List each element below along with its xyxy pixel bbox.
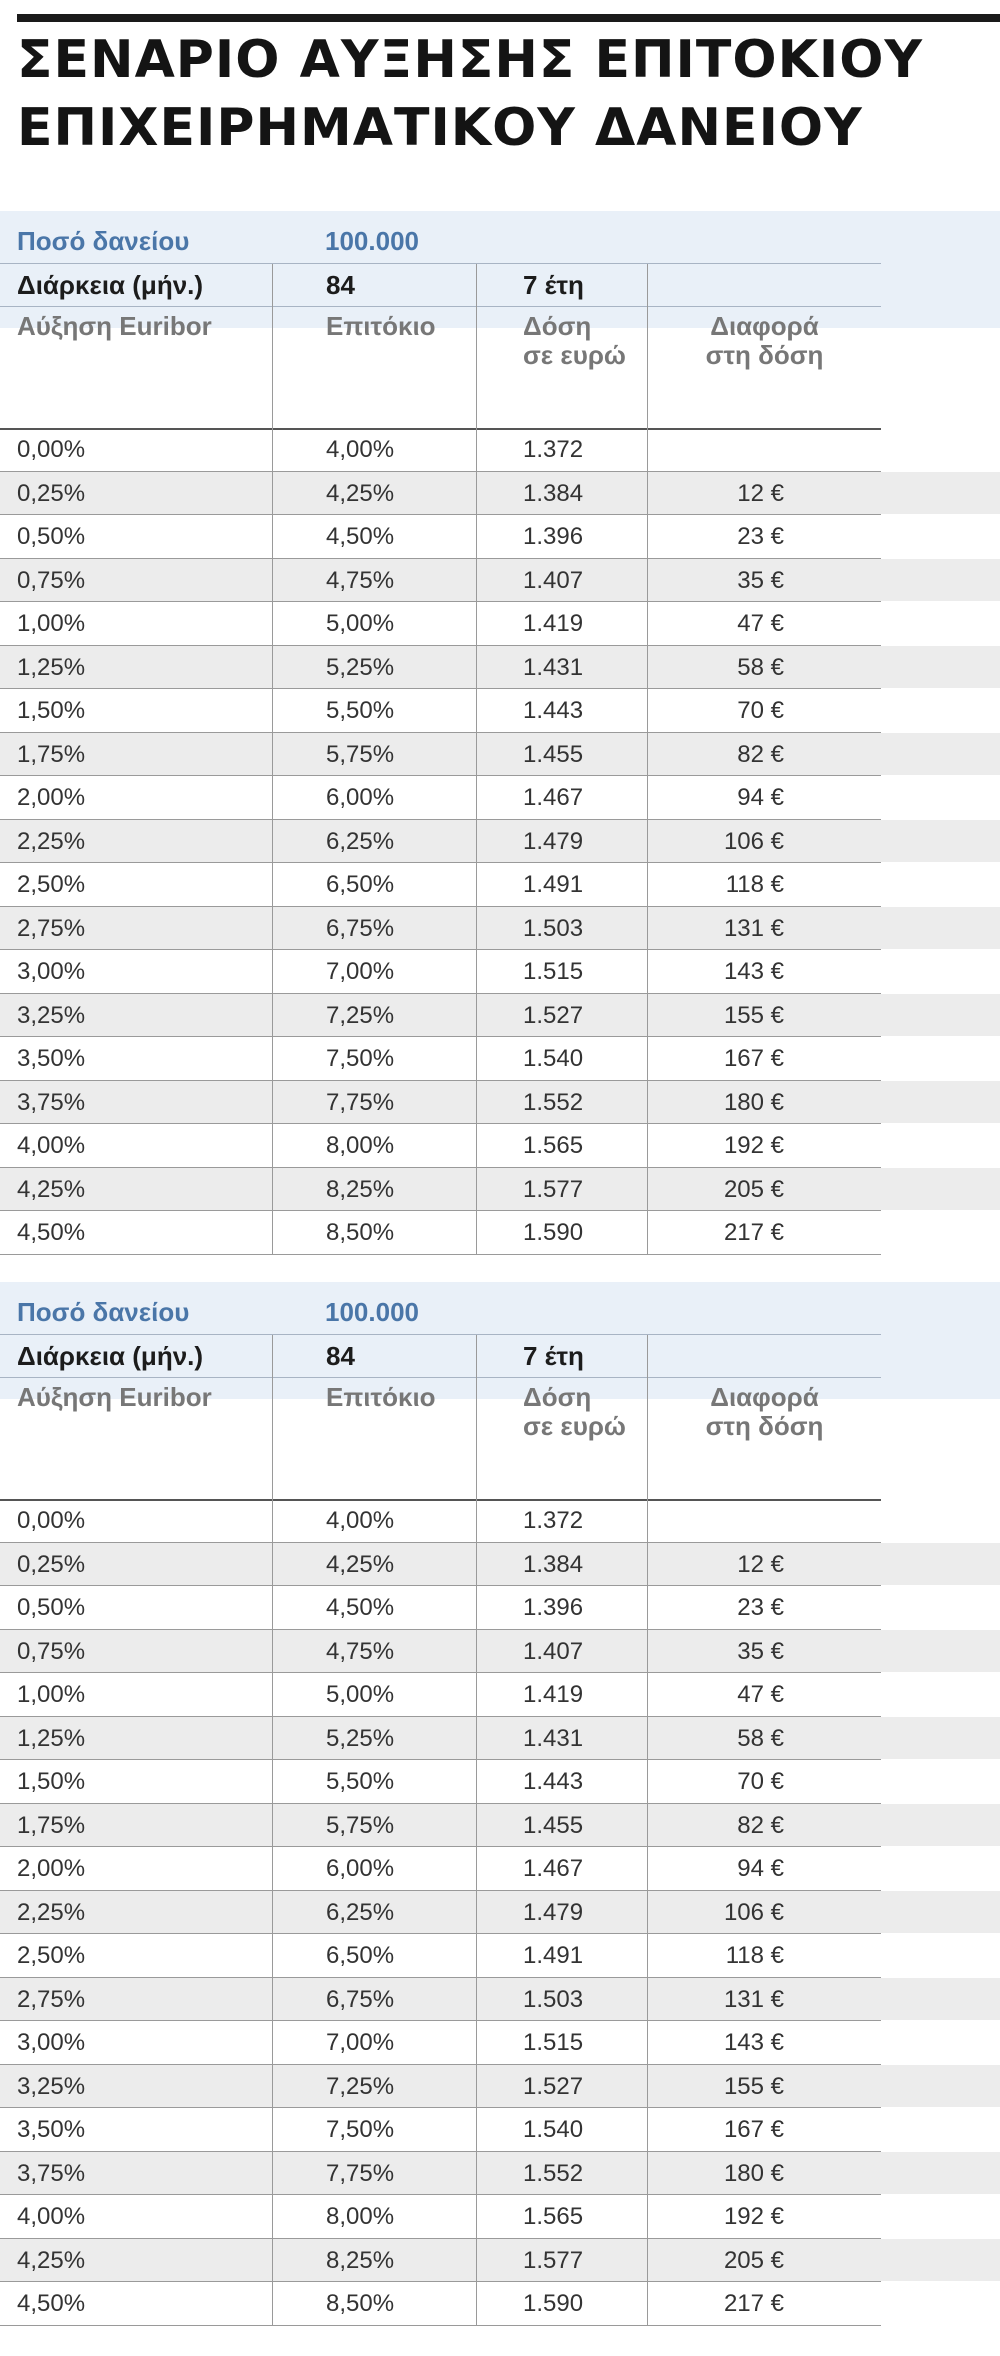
cell-installment: 1.540 xyxy=(476,2108,647,2151)
cell-rate: 6,75% xyxy=(272,907,476,950)
table-row xyxy=(0,1499,881,1543)
header-difference-line1: Διαφορά xyxy=(710,1382,819,1412)
cell-installment: 1.419 xyxy=(476,602,647,645)
cell-installment: 1.577 xyxy=(476,1168,647,1211)
duration-months: 84 xyxy=(272,1335,476,1377)
cell-rate: 4,50% xyxy=(272,515,476,558)
cell-rate: 7,25% xyxy=(272,994,476,1037)
loan-amount-row xyxy=(0,1282,1000,1334)
cell-installment: 1.372 xyxy=(476,1499,647,1542)
cell-euribor: 1,00% xyxy=(17,610,86,637)
duration-years: 7 έτη xyxy=(476,1335,647,1377)
table-row xyxy=(0,950,881,994)
cell-rate: 5,25% xyxy=(272,1717,476,1760)
cell-installment: 1.515 xyxy=(476,950,647,993)
cell-difference: 118 € xyxy=(647,1934,881,1977)
cell-rate: 5,75% xyxy=(272,1804,476,1847)
cell-difference: 167 € xyxy=(647,1037,881,1080)
table-row xyxy=(0,428,881,472)
cell-difference: 180 € xyxy=(647,2152,881,2195)
table-row xyxy=(0,1847,881,1891)
cell-euribor: 3,75% xyxy=(17,1088,86,1116)
cell-difference: 143 € xyxy=(647,950,881,993)
cell-rate: 6,25% xyxy=(272,820,476,863)
cell-rate: 7,75% xyxy=(272,2152,476,2195)
cell-difference: 12 € xyxy=(647,472,881,515)
cell-rate: 7,00% xyxy=(272,2021,476,2064)
cell-installment: 1.431 xyxy=(476,646,647,689)
cell-installment: 1.552 xyxy=(476,2152,647,2195)
cell-installment: 1.590 xyxy=(476,2282,647,2325)
cell-euribor: 3,75% xyxy=(17,2159,86,2187)
duration-empty-cell xyxy=(647,264,881,306)
cell-difference: 82 € xyxy=(647,733,881,776)
cell-rate: 4,75% xyxy=(272,1630,476,1673)
cell-installment: 1.407 xyxy=(476,1630,647,1673)
cell-installment: 1.384 xyxy=(476,1543,647,1586)
table-row xyxy=(0,1211,881,1255)
cell-difference: 205 € xyxy=(647,2239,881,2282)
cell-difference: 180 € xyxy=(647,1081,881,1124)
duration-label: Διάρκεια (μήν.) xyxy=(17,1341,204,1371)
loan-duration-row xyxy=(0,263,881,307)
cell-difference: 205 € xyxy=(647,1168,881,1211)
cell-rate: 8,50% xyxy=(272,1211,476,1254)
cell-rate: 6,00% xyxy=(272,776,476,819)
cell-installment: 1.577 xyxy=(476,2239,647,2282)
loan-amount-label: Ποσό δανείου xyxy=(17,226,190,256)
cell-installment: 1.443 xyxy=(476,689,647,732)
cell-rate: 4,25% xyxy=(272,1543,476,1586)
cell-installment: 1.565 xyxy=(476,2195,647,2238)
cell-installment: 1.503 xyxy=(476,907,647,950)
duration-empty-cell xyxy=(647,1335,881,1377)
header-installment-line2: σε ευρώ xyxy=(523,1411,626,1441)
table-row xyxy=(0,2065,881,2109)
loan-duration-row xyxy=(0,1334,881,1378)
table-row xyxy=(0,2282,881,2326)
cell-rate: 7,50% xyxy=(272,1037,476,1080)
cell-installment: 1.491 xyxy=(476,863,647,906)
header-installment-line1: Δόση xyxy=(523,311,592,341)
cell-installment: 1.455 xyxy=(476,733,647,776)
table-row xyxy=(0,689,881,733)
table-row xyxy=(0,1081,881,1125)
table-row xyxy=(0,1978,881,2022)
cell-euribor: 0,50% xyxy=(17,523,86,550)
table-row xyxy=(0,820,881,864)
table-row xyxy=(0,1168,881,1212)
cell-difference: 35 € xyxy=(647,559,881,602)
table-row xyxy=(0,2239,881,2283)
cell-difference: 167 € xyxy=(647,2108,881,2151)
table-row xyxy=(0,2108,881,2152)
cell-euribor: 0,75% xyxy=(17,566,86,594)
loan-amount-label: Ποσό δανείου xyxy=(17,1297,190,1327)
cell-rate: 7,25% xyxy=(272,2065,476,2108)
cell-euribor: 3,25% xyxy=(17,1001,86,1029)
table-row xyxy=(0,646,881,690)
cell-rate: 4,50% xyxy=(272,1586,476,1629)
cell-euribor: 4,00% xyxy=(17,2203,86,2230)
header-difference-line2: στη δόση xyxy=(705,340,824,370)
column-headers xyxy=(0,305,881,430)
cell-difference: 192 € xyxy=(647,2195,881,2238)
header-installment xyxy=(476,305,647,428)
cell-difference: 131 € xyxy=(647,1978,881,2021)
cell-difference xyxy=(647,1499,881,1542)
table-row xyxy=(0,1630,881,1674)
header-difference-line1: Διαφορά xyxy=(710,311,819,341)
cell-euribor: 2,00% xyxy=(17,1855,86,1882)
cell-rate: 6,00% xyxy=(272,1847,476,1890)
header-euribor: Αύξηση Euribor xyxy=(17,311,212,341)
cell-difference: 131 € xyxy=(647,907,881,950)
cell-rate: 7,75% xyxy=(272,1081,476,1124)
cell-difference: 143 € xyxy=(647,2021,881,2064)
cell-euribor: 2,25% xyxy=(17,827,86,855)
cell-euribor: 0,00% xyxy=(17,1507,86,1534)
cell-installment: 1.590 xyxy=(476,1211,647,1254)
cell-euribor: 1,50% xyxy=(17,697,86,724)
cell-euribor: 4,50% xyxy=(17,2290,86,2317)
cell-euribor: 3,50% xyxy=(17,1045,86,1072)
table-row xyxy=(0,2195,881,2239)
cell-difference xyxy=(647,428,881,471)
table-row xyxy=(0,733,881,777)
duration-years: 7 έτη xyxy=(476,264,647,306)
cell-euribor: 3,50% xyxy=(17,2116,86,2143)
cell-difference: 106 € xyxy=(647,1891,881,1934)
cell-rate: 8,50% xyxy=(272,2282,476,2325)
cell-difference: 47 € xyxy=(647,602,881,645)
cell-installment: 1.431 xyxy=(476,1717,647,1760)
table-row xyxy=(0,1543,881,1587)
cell-rate: 7,00% xyxy=(272,950,476,993)
loan-amount-value: 100.000 xyxy=(325,1297,419,1327)
table-row xyxy=(0,1804,881,1848)
table-row xyxy=(0,1717,881,1761)
cell-installment: 1.372 xyxy=(476,428,647,471)
header-difference xyxy=(647,1376,881,1499)
cell-euribor: 1,25% xyxy=(17,653,86,681)
cell-difference: 23 € xyxy=(647,1586,881,1629)
duration-months: 84 xyxy=(272,264,476,306)
cell-euribor: 0,25% xyxy=(17,1550,86,1578)
cell-rate: 8,00% xyxy=(272,1124,476,1167)
cell-rate: 4,75% xyxy=(272,559,476,602)
cell-difference: 106 € xyxy=(647,820,881,863)
cell-installment: 1.407 xyxy=(476,559,647,602)
cell-difference: 35 € xyxy=(647,1630,881,1673)
cell-euribor: 2,25% xyxy=(17,1898,86,1926)
cell-difference: 47 € xyxy=(647,1673,881,1716)
cell-installment: 1.527 xyxy=(476,994,647,1037)
cell-euribor: 3,00% xyxy=(17,958,86,985)
header-difference-line2: στη δόση xyxy=(705,1411,824,1441)
cell-installment: 1.384 xyxy=(476,472,647,515)
cell-euribor: 0,25% xyxy=(17,479,86,507)
cell-installment: 1.515 xyxy=(476,2021,647,2064)
cell-euribor: 2,75% xyxy=(17,1985,86,2013)
cell-rate: 6,50% xyxy=(272,1934,476,1977)
cell-rate: 7,50% xyxy=(272,2108,476,2151)
cell-installment: 1.491 xyxy=(476,1934,647,1977)
cell-difference: 82 € xyxy=(647,1804,881,1847)
table-row xyxy=(0,2152,881,2196)
cell-installment: 1.479 xyxy=(476,1891,647,1934)
cell-euribor: 4,00% xyxy=(17,1132,86,1159)
cell-rate: 4,00% xyxy=(272,1499,476,1542)
cell-euribor: 1,75% xyxy=(17,1811,86,1839)
cell-euribor: 2,50% xyxy=(17,871,86,898)
cell-rate: 5,50% xyxy=(272,1760,476,1803)
cell-difference: 58 € xyxy=(647,646,881,689)
cell-rate: 8,25% xyxy=(272,2239,476,2282)
cell-euribor: 2,00% xyxy=(17,784,86,811)
cell-rate: 5,75% xyxy=(272,733,476,776)
table-body xyxy=(0,1499,881,2326)
cell-difference: 58 € xyxy=(647,1717,881,1760)
cell-difference: 94 € xyxy=(647,776,881,819)
cell-difference: 192 € xyxy=(647,1124,881,1167)
table-row xyxy=(0,602,881,646)
cell-installment: 1.419 xyxy=(476,1673,647,1716)
cell-rate: 6,25% xyxy=(272,1891,476,1934)
cell-euribor: 3,25% xyxy=(17,2072,86,2100)
table-row xyxy=(0,1891,881,1935)
table-row xyxy=(0,907,881,951)
table-row xyxy=(0,1760,881,1804)
cell-euribor: 1,75% xyxy=(17,740,86,768)
cell-rate: 5,00% xyxy=(272,602,476,645)
cell-rate: 8,00% xyxy=(272,2195,476,2238)
cell-euribor: 0,50% xyxy=(17,1594,86,1621)
cell-euribor: 2,50% xyxy=(17,1942,86,1969)
header-difference xyxy=(647,305,881,428)
header-installment-line2: σε ευρώ xyxy=(523,340,626,370)
header-rate: Επιτόκιο xyxy=(272,1376,476,1499)
table-body xyxy=(0,428,881,1255)
cell-difference: 70 € xyxy=(647,689,881,732)
cell-euribor: 1,25% xyxy=(17,1724,86,1752)
cell-difference: 155 € xyxy=(647,2065,881,2108)
table-row xyxy=(0,994,881,1038)
cell-rate: 8,25% xyxy=(272,1168,476,1211)
cell-euribor: 1,50% xyxy=(17,1768,86,1795)
table-row xyxy=(0,1037,881,1081)
cell-rate: 4,25% xyxy=(272,472,476,515)
cell-installment: 1.467 xyxy=(476,776,647,819)
cell-installment: 1.552 xyxy=(476,1081,647,1124)
cell-installment: 1.455 xyxy=(476,1804,647,1847)
cell-installment: 1.396 xyxy=(476,1586,647,1629)
table-row xyxy=(0,1673,881,1717)
cell-difference: 94 € xyxy=(647,1847,881,1890)
cell-installment: 1.527 xyxy=(476,2065,647,2108)
cell-difference: 23 € xyxy=(647,515,881,558)
cell-difference: 217 € xyxy=(647,1211,881,1254)
title-line-1: ΣΕΝΑΡΙΟ ΑΥΞΗΣΗΣ ΕΠΙΤΟΚΙΟΥ xyxy=(17,30,924,90)
cell-rate: 5,00% xyxy=(272,1673,476,1716)
loan-amount-row xyxy=(0,211,1000,263)
cell-installment: 1.396 xyxy=(476,515,647,558)
cell-rate: 6,75% xyxy=(272,1978,476,2021)
cell-installment: 1.565 xyxy=(476,1124,647,1167)
cell-installment: 1.467 xyxy=(476,1847,647,1890)
table-row xyxy=(0,776,881,820)
loan-amount-value: 100.000 xyxy=(325,226,419,256)
cell-installment: 1.503 xyxy=(476,1978,647,2021)
top-rule xyxy=(17,14,1000,22)
title-line-2: ΕΠΙΧΕΙΡΗΜΑΤΙΚΟΥ ΔΑΝΕΙΟΥ xyxy=(17,98,863,158)
table-row xyxy=(0,1124,881,1168)
table-row xyxy=(0,1934,881,1978)
table-row xyxy=(0,472,881,516)
cell-euribor: 4,50% xyxy=(17,1219,86,1246)
table-row xyxy=(0,2021,881,2065)
cell-euribor: 0,00% xyxy=(17,436,86,463)
cell-installment: 1.443 xyxy=(476,1760,647,1803)
duration-label: Διάρκεια (μήν.) xyxy=(17,270,204,300)
cell-rate: 6,50% xyxy=(272,863,476,906)
cell-euribor: 1,00% xyxy=(17,1681,86,1708)
cell-euribor: 2,75% xyxy=(17,914,86,942)
table-row xyxy=(0,1586,881,1630)
cell-installment: 1.540 xyxy=(476,1037,647,1080)
cell-rate: 4,00% xyxy=(272,428,476,471)
cell-difference: 155 € xyxy=(647,994,881,1037)
cell-installment: 1.479 xyxy=(476,820,647,863)
header-rate: Επιτόκιο xyxy=(272,305,476,428)
header-installment xyxy=(476,1376,647,1499)
header-installment-line1: Δόση xyxy=(523,1382,592,1412)
cell-rate: 5,25% xyxy=(272,646,476,689)
cell-euribor: 3,00% xyxy=(17,2029,86,2056)
table-row xyxy=(0,863,881,907)
header-euribor: Αύξηση Euribor xyxy=(17,1382,212,1412)
cell-difference: 217 € xyxy=(647,2282,881,2325)
column-headers xyxy=(0,1376,881,1501)
cell-euribor: 4,25% xyxy=(17,1175,86,1203)
cell-rate: 5,50% xyxy=(272,689,476,732)
table-row xyxy=(0,559,881,603)
cell-euribor: 4,25% xyxy=(17,2246,86,2274)
cell-difference: 70 € xyxy=(647,1760,881,1803)
page-title xyxy=(17,26,997,162)
cell-difference: 12 € xyxy=(647,1543,881,1586)
cell-euribor: 0,75% xyxy=(17,1637,86,1665)
table-row xyxy=(0,515,881,559)
cell-difference: 118 € xyxy=(647,863,881,906)
